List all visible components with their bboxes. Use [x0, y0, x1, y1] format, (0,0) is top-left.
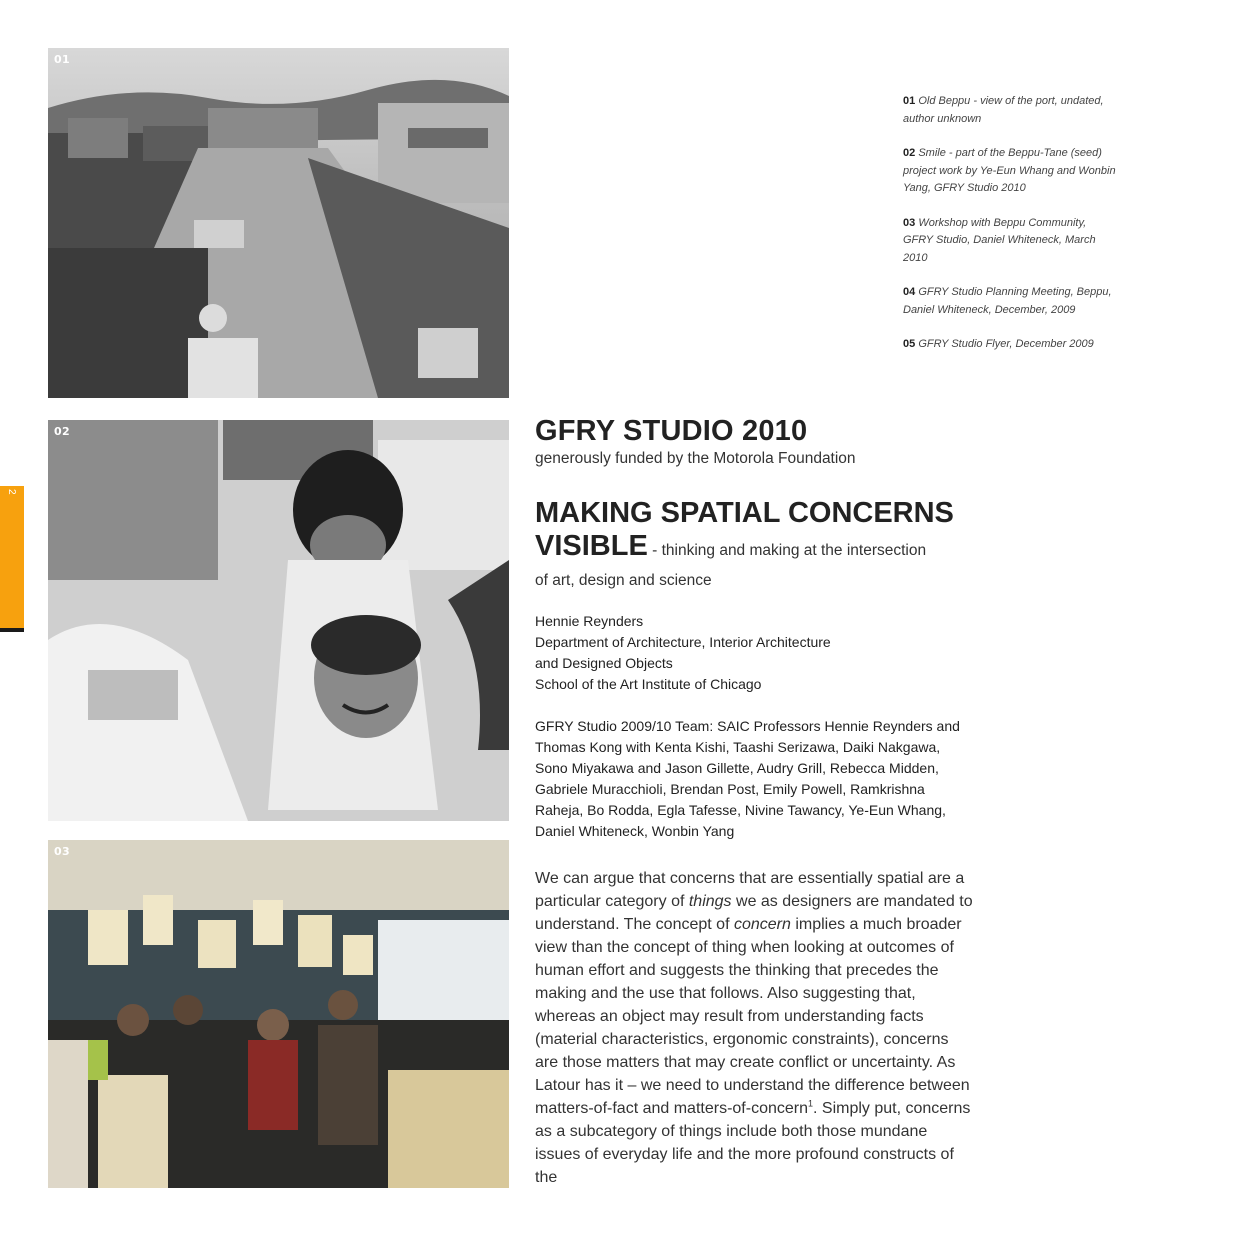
page-tab	[0, 486, 24, 632]
essay-subtitle: - thinking and making at the intersection	[647, 542, 927, 559]
figure-captions	[903, 93, 1118, 371]
studio-title: GFRY STUDIO 2010	[535, 415, 808, 447]
author-department-cont: and Designed Objects	[535, 655, 673, 671]
photo-old-beppu-graphic	[48, 48, 509, 398]
caption-item: 03 Workshop with Beppu Community, GFRY Studio, Daniel Whiteneck, March 2010	[903, 216, 1096, 264]
caption-item: 05 GFRY Studio Flyer, December 2009	[903, 338, 1094, 350]
author-block	[535, 611, 975, 695]
figure-number: 03	[54, 845, 70, 858]
essay-title	[535, 497, 975, 595]
photo-smile-project	[48, 420, 509, 821]
photo-workshop-graphic	[48, 840, 509, 1188]
caption-item: 04 GFRY Studio Planning Meeting, Beppu, Daniel Whiteneck, December, 2009	[903, 286, 1112, 316]
author-name: Hennie Reynders	[535, 613, 644, 629]
photo-old-beppu-port	[48, 48, 509, 398]
footnote-marker: 1	[807, 1098, 813, 1109]
caption-item: 02 Smile - part of the Beppu-Tane (seed) project work by Ye-Eun Whang and Wonbin Yang, GFRY Studio 2010	[903, 147, 1116, 194]
figure-number: 01	[54, 53, 70, 66]
author-department: Department of Architecture, Interior Architecture	[535, 634, 831, 650]
essay-title-line2: VISIBLE	[535, 530, 648, 562]
caption-item: 01 Old Beppu - view of the port, undated, author unknown	[903, 95, 1104, 125]
page-tab-rule	[0, 628, 24, 632]
team-credits: GFRY Studio 2009/10 Team: SAIC Professors Hennie Reynders and Thomas Kong with Kenta Kishi, Taashi Serizawa, Daiki Nakgawa, Sono Miyakawa and Jason Gillette, Audry Grill, Rebecca Midden, Gabriele Muracchioli, Brendan Post, Emily Powell, Ramkrishna Raheja, Bo Rodda, Egla Tafesse, Nivine Tawancy, Ye-Eun Whang, Daniel Whiteneck, Wonbin Yang	[535, 718, 960, 839]
essay-title-line1: MAKING SPATIAL CONCERNS	[535, 497, 954, 529]
article-column	[535, 414, 975, 1205]
figure-number: 02	[54, 425, 70, 438]
essay-body: We can argue that concerns that are essentially spatial are a particular category of things we as designers are mandated to understand. The concept of concern implies a much broader view than the concept of thing when looking at outcomes of human effort and suggests the thinking that precedes the making and the use that follows. Also suggesting that, whereas an object may result from understanding facts (material characteristics, ergonomic constraints), concerns are those matters that may create conflict or uncertainty. As Latour has it – we need to understand the difference between matters-of-fact and matters-of-concern$^1$. Simply put, concerns as a subcategory of things include both those mundane issues of everyday life and the more profound constructs of the	[535, 870, 973, 1186]
page-number: 2	[6, 489, 17, 495]
essay-subtitle-cont: of art, design and science	[535, 572, 712, 589]
photo-smile-graphic	[48, 420, 509, 821]
author-school: School of the Art Institute of Chicago	[535, 676, 762, 692]
studio-subtitle: generously funded by the Motorola Foundation	[535, 450, 856, 467]
photo-beppu-workshop	[48, 840, 509, 1188]
